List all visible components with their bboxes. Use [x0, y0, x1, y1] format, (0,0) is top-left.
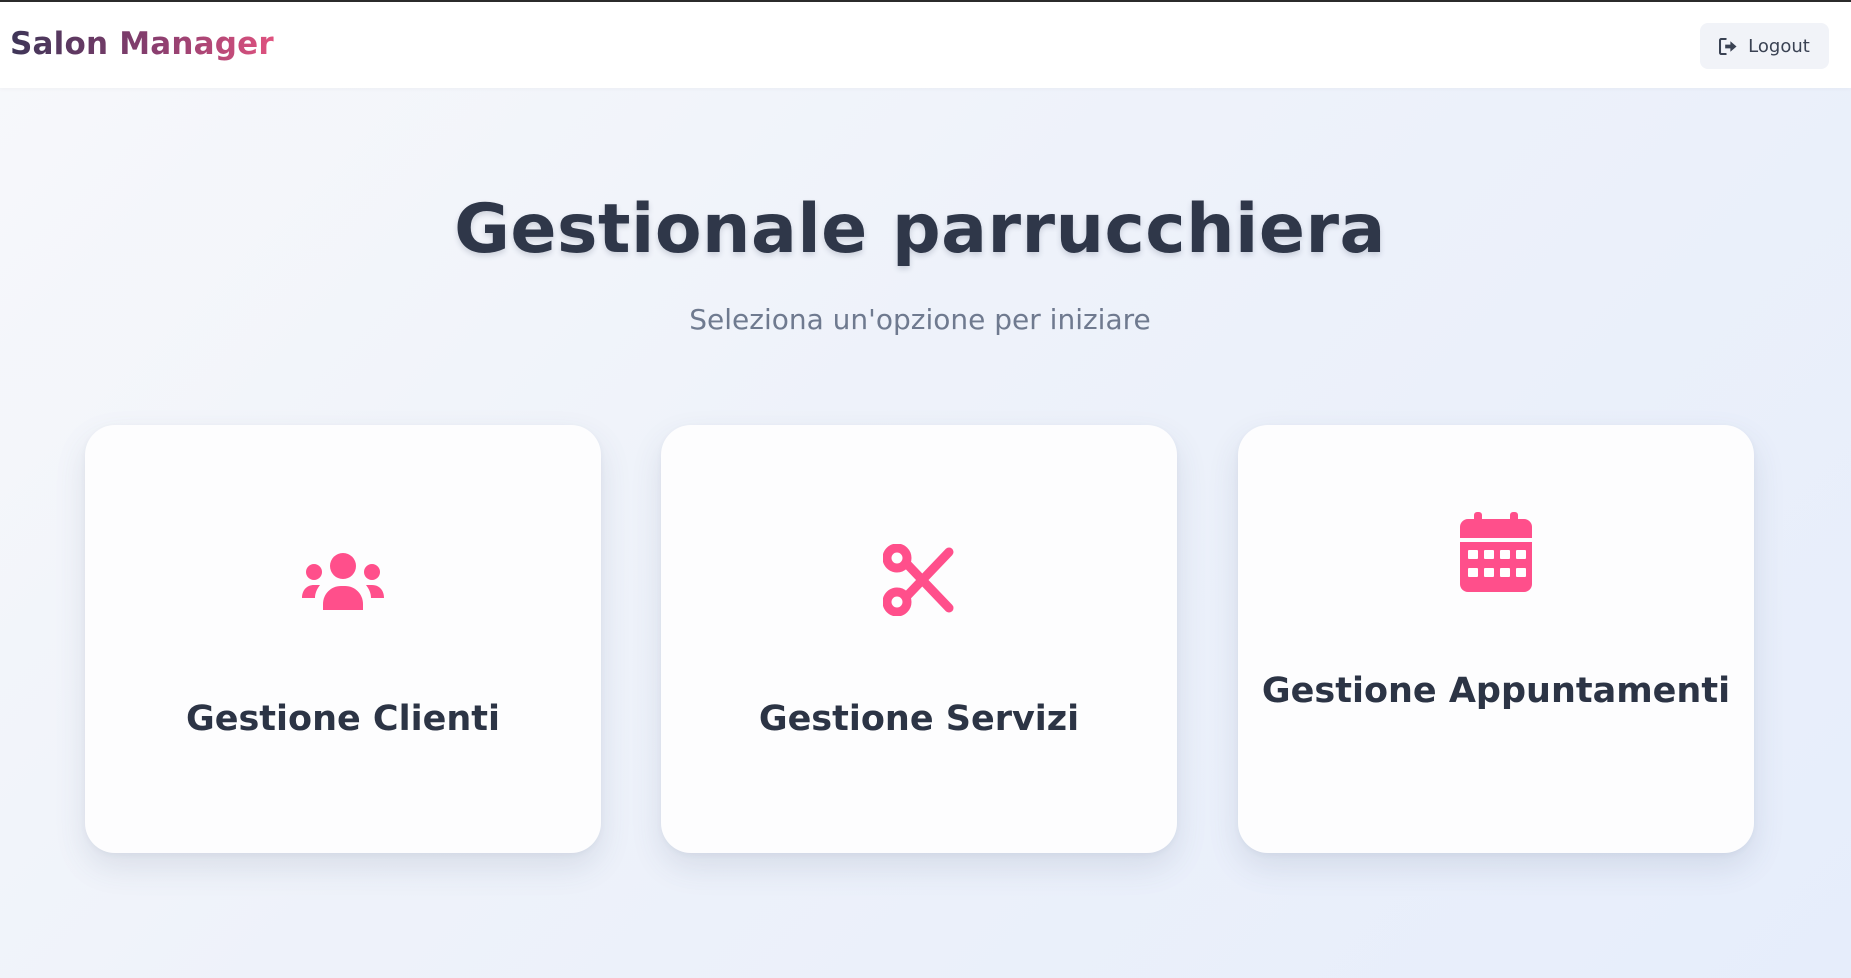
card-icon-wrapper: [661, 544, 1177, 616]
users-icon: [302, 552, 384, 610]
logout-button[interactable]: [1700, 23, 1829, 69]
calendar-icon: [1460, 512, 1532, 592]
logout-label: Logout: [1748, 35, 1810, 57]
card-title: Gestione Servizi: [758, 699, 1080, 739]
card-title: Gestione Appuntamenti: [1261, 671, 1731, 711]
brand-logo[interactable]: Salon Manager: [10, 26, 274, 62]
card-gestione-appuntamenti[interactable]: [1238, 425, 1754, 853]
scissors-icon: [883, 544, 955, 616]
card-gestione-clienti[interactable]: [85, 425, 601, 853]
card-gestione-servizi[interactable]: [661, 425, 1177, 853]
logout-icon: [1719, 38, 1738, 55]
page-title: Gestionale parrucchiera: [454, 190, 1386, 269]
card-icon-wrapper: [1238, 512, 1754, 592]
card-title: Gestione Clienti: [186, 699, 500, 739]
top-navbar: [0, 0, 1851, 88]
card-icon-wrapper: [85, 552, 601, 610]
page-subtitle: Seleziona un'opzione per iniziare: [689, 303, 1151, 336]
